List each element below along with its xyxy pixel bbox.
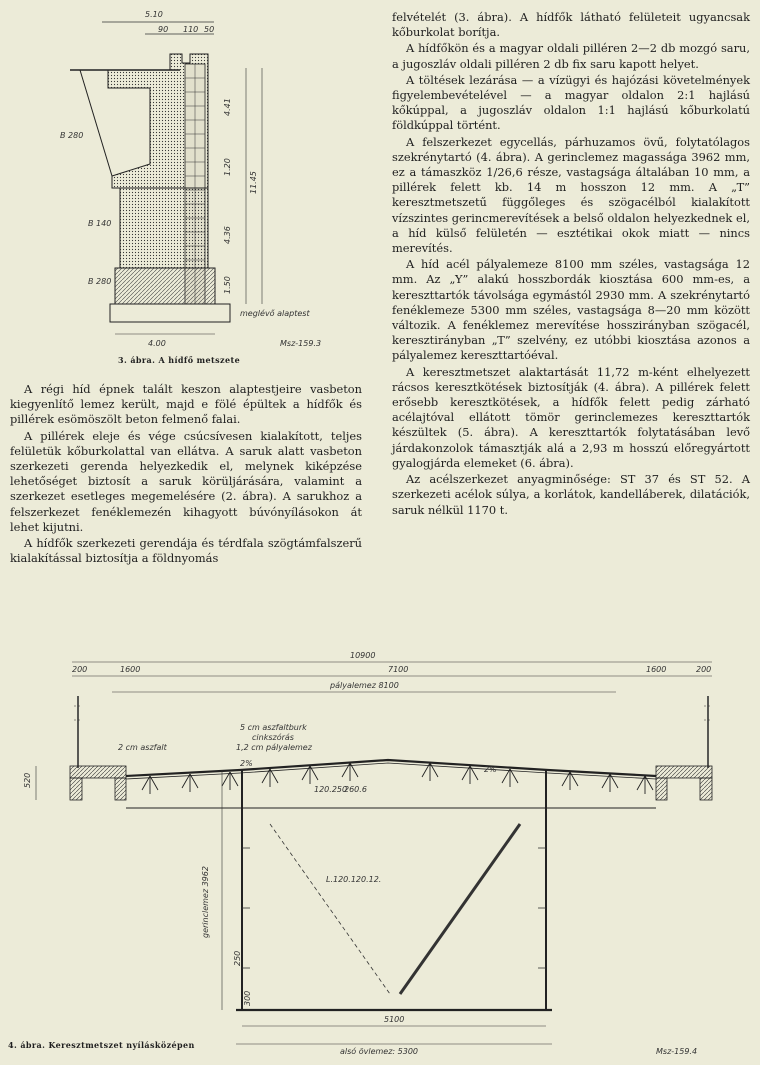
fig4-deck-plate: pályalemez 8100	[330, 681, 399, 690]
fig4-total-width: 10900	[350, 651, 376, 660]
figure-4-caption: 4. ábra. Keresztmetszet nyílásközépen	[8, 1040, 195, 1050]
figure-3-caption: 3. ábra. A hídfő metszete	[118, 355, 241, 365]
fig3-h-441: 4.41	[223, 98, 232, 116]
fig4-h-520: 520	[23, 772, 32, 788]
right-column	[392, 10, 750, 518]
fig4-center-width: 7100	[388, 665, 409, 674]
fig4-stamp: Msz-159.4	[656, 1047, 698, 1056]
fig3-top-c: 50	[204, 25, 215, 34]
fig4-rib-b: 260.6	[344, 785, 367, 794]
right-paragraph-6: A keresztmetszet alaktartását 11,72 m-ként elhelyezett rácsos keresztkötések biztosítják (4. ábra). A pillérek felett erősebb keresztkötések, a hídfők felett pedig zárható acélajtóval ellátott tömör gerinclemezes kereszttartók készültek (5. ábra). A kereszttartók folytatásában levő járdakonzolok támasztják alá a 2,93 m hosszú előregyártott gyalogjárda elemeket (6. ábra).	[392, 364, 750, 470]
figure-3	[50, 8, 360, 353]
fig4-brace-label: L.120.120.12.	[326, 875, 382, 884]
fig4-asphalt-left: 2 cm aszfalt	[118, 743, 167, 752]
figure-4	[0, 648, 760, 1061]
fig3-h-436: 4.36	[223, 226, 232, 244]
left-paragraph-1: A régi híd épnek talált keszon alaptestjeire vasbeton kiegyenlítő lemez került, majd e fölé épültek a hídfők és pillérek esömöszölt beton felmenő falai.	[10, 382, 362, 427]
fig4-zinc: cinkszórás	[252, 733, 294, 742]
right-paragraph-1: felvételét (3. ábra). A hídfők látható felületeit ugyancsak kőburkolat borítja.	[392, 10, 750, 40]
fig4-h-300: 300	[243, 990, 252, 1006]
fig4-slope-right: 2%	[484, 765, 497, 774]
fig3-top-b: 110	[183, 25, 199, 34]
fig3-base-width: 4.00	[148, 339, 166, 348]
right-paragraph-3: A töltések lezárása — a vízügyi és hajózási követelmények figyelembevételével — a magyar oldalon 2:1 hajlású kőkúppal, a jugoszláv oldalon 1:1 hajlású kőburkolatú földkúppal történt.	[392, 72, 750, 133]
figure-4-drawing	[0, 648, 760, 1061]
fig4-right-rail: 200	[696, 665, 712, 674]
fig3-stamp: Msz-159.3	[280, 339, 322, 348]
fig4-rib-a: 120.250	[314, 785, 348, 794]
fig4-web-height: gerinclemez 3962	[201, 866, 210, 938]
left-paragraph-2: A pillérek eleje és vége csúcsívesen kialakított, teljes felületük kőburkolattal van ellátva. A saruk alatt vasbeton szerkezeti gerenda helyezkedik el, melynek kiképzése lehetőséget biztosít a saruk körüljárására, valamint a szerkezet esetleges megemelésére (2. ábra). A sarukhoz a felszerkezet fenéklemezén kihagyott búvónyílásokon át lehet kijutni.	[10, 428, 362, 534]
right-paragraph-7: Az acélszerkezet anyagminősége: ST 37 és ST 52. A szerkezeti acélok súlya, a korlátok, kandelláberek, dilatációk, saruk nélkül 1170 t.	[392, 472, 750, 517]
right-paragraph-5: A híd acél pályalemeze 8100 mm széles, vastagsága 12 mm. Az „Y” alakú hosszbordák kiosztása 600 mm-es, a kereszttartók távolsága egymástól 2930 mm. A szekrénytartó fenéklemeze 5300 mm széles, vastagsága 8—20 mm között változik. A fenéklemez merevítése hosszirányban szögacél, keresztirányban „T” szelvény, ez utóbbi kiosztása azonos a pályalemez kereszttartóéval.	[392, 257, 750, 363]
fig4-bottom-width: 5100	[384, 1015, 405, 1024]
fig4-bottom-flange: alsó övlemez: 5300	[340, 1047, 419, 1056]
fig3-level-1: B 280	[60, 131, 84, 140]
fig4-left-walk: 1600	[120, 665, 141, 674]
fig3-top-width: 5.10	[145, 10, 163, 19]
fig3-h-1145: 11.45	[249, 171, 258, 194]
fig4-h-250: 250	[233, 950, 242, 966]
figure-3-drawing	[50, 8, 360, 353]
fig4-deck-thickness: 1,2 cm pályalemez	[236, 743, 312, 752]
right-paragraph-4: A felszerkezet egycellás, párhuzamos övű, folytatólagos szekrénytartó (4. ábra). A gerinclemez magassága 3962 mm, ez a támaszköz 1/26,6 része, vastagsága általában 10 mm, a pillérek felett kb. 14 m hosszon 12 mm. A „T” keresztmetszetű függőleges és szögacélból kialakított vízszintes gerincmerevítések a belső oldalon helyezkednek el, a híd külső felületén — esztétikai okok miatt — nincs merevítés.	[392, 134, 750, 256]
fig4-slope-left: 2%	[240, 759, 253, 768]
fig4-asphalt-top: 5 cm aszfaltburk	[240, 723, 307, 732]
fig3-h-150: 1.50	[223, 276, 232, 294]
fig3-level-3: B 280	[88, 277, 112, 286]
left-column	[10, 382, 362, 566]
fig3-level-2: B 140	[88, 219, 112, 228]
fig4-left-rail: 200	[72, 665, 88, 674]
right-paragraph-2: A hídfőkön és a magyar oldali pilléren 2—2 db mozgó saru, a jugoszláv oldali pilléren 2 db fix saru kapott helyet.	[392, 41, 750, 71]
fig4-right-walk: 1600	[646, 665, 667, 674]
fig3-h-120: 1.20	[223, 158, 232, 176]
fig3-top-a: 90	[158, 25, 169, 34]
fig3-foundation-label: meglévő alaptest	[240, 309, 310, 318]
left-paragraph-3: A hídfők szerkezeti gerendája és térdfala szögtámfalszerű kialakítással biztosítja a földnyomás	[10, 536, 362, 566]
